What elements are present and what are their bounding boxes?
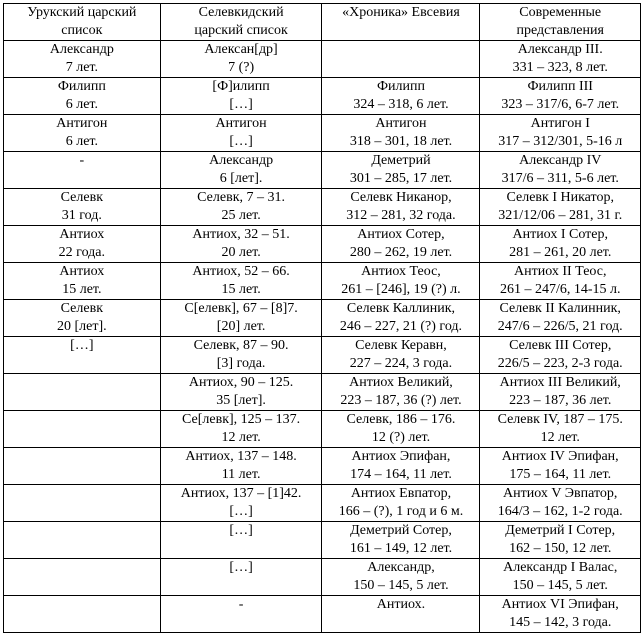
- cell-line: Антиох IV Эпифан,: [501, 449, 619, 464]
- cell-line: Антиох, 32 – 51.: [192, 227, 290, 242]
- table-cell: [4, 522, 161, 559]
- cell-line: [6, 411, 158, 429]
- table-cell: [480, 596, 641, 633]
- cell-line: 223 – 187, 36 лет.: [509, 393, 612, 408]
- cell-line: Се[левк], 125 – 137.: [182, 412, 301, 427]
- cell-line: Александр I Валас,: [503, 560, 618, 575]
- cell-line: 281 – 261, 20 лет.: [509, 245, 612, 260]
- cell-line: 6 лет.: [65, 97, 98, 112]
- table-cell: [480, 300, 641, 337]
- column-header-seleucid-list: [160, 4, 322, 41]
- table-cell: [4, 41, 161, 78]
- table-cell: [4, 596, 161, 633]
- cell-line: 6 лет.: [65, 134, 98, 149]
- cell-line: Селевк Керавн,: [355, 338, 447, 353]
- table-cell: [322, 226, 480, 263]
- cell-line: [6, 614, 158, 632]
- table-cell: [480, 448, 641, 485]
- cell-line: 331 – 323, 8 лет.: [512, 60, 608, 75]
- cell-line: Александр: [209, 153, 274, 168]
- cell-line: 318 – 301, 18 лет.: [349, 134, 453, 149]
- table-cell: [322, 152, 480, 189]
- table-cell: [160, 115, 322, 152]
- table-cell: [160, 559, 322, 596]
- cell-line: Деметрий I Сотер,: [505, 523, 616, 538]
- cell-line: 12 лет.: [540, 430, 580, 445]
- table-cell: [480, 263, 641, 300]
- table-cell: [160, 226, 322, 263]
- cell-line: 321/12/06 – 281, 31 г.: [498, 208, 623, 223]
- cell-line: Селевк: [60, 190, 104, 205]
- table-cell: [322, 115, 480, 152]
- cell-line: 174 – 164, 11 лет.: [350, 467, 452, 482]
- cell-line: 166 – (?), 1 год и 6 м.: [338, 504, 464, 519]
- cell-line: Антиох Теос,: [361, 264, 441, 279]
- cell-line: 20 [лет].: [57, 319, 107, 334]
- cell-line: Антиох Евпатор,: [350, 486, 452, 501]
- cell-line: Антиох V Эвпатор,: [503, 486, 618, 501]
- table-row: [4, 337, 641, 374]
- cell-line: -: [79, 153, 85, 168]
- table-cell: [322, 596, 480, 633]
- cell-line: [Ф]илипп: [212, 79, 270, 94]
- cell-line: Александр III.: [517, 42, 603, 57]
- table-row: [4, 78, 641, 115]
- cell-line: 280 – 262, 19 лет.: [349, 245, 453, 260]
- cell-line: Антиох: [59, 264, 105, 279]
- table-cell: [160, 485, 322, 522]
- header-line: Урукский царский: [27, 5, 137, 20]
- table-cell: [480, 41, 641, 78]
- cell-line: [6, 170, 158, 188]
- cell-line: Селевк II Калинник,: [499, 301, 621, 316]
- table-cell: [160, 374, 322, 411]
- table-row: [4, 226, 641, 263]
- cell-line: 161 – 149, 12 лет.: [349, 541, 453, 556]
- cell-line: Антиох Великий,: [349, 375, 453, 390]
- cell-line: Антиох Сотер,: [357, 227, 445, 242]
- cell-line: Филипп: [57, 79, 106, 94]
- header-line: список: [61, 23, 103, 38]
- table-cell: [4, 189, 161, 226]
- cell-line: [163, 540, 320, 558]
- table-cell: [322, 374, 480, 411]
- table-cell: [480, 152, 641, 189]
- cell-line: [6, 392, 158, 410]
- cell-line: 312 – 281, 32 года.: [346, 208, 456, 223]
- table-cell: [160, 522, 322, 559]
- cell-line: 175 – 164, 11 лет.: [509, 467, 612, 482]
- table-row: [4, 115, 641, 152]
- table-cell: [160, 263, 322, 300]
- cell-line: Антигон: [215, 116, 267, 131]
- cell-line: Александр IV: [519, 153, 602, 168]
- table-row: [4, 596, 641, 633]
- cell-line: 11 лет.: [221, 467, 261, 482]
- table-row: [4, 41, 641, 78]
- column-header-modern-views: [480, 4, 641, 41]
- cell-line: Селевк IV, 187 – 175.: [497, 412, 623, 427]
- cell-line: 261 – 247/6, 14-15 л.: [499, 282, 621, 297]
- table-cell: [160, 300, 322, 337]
- cell-line: Деметрий: [371, 153, 431, 168]
- table-cell: [322, 300, 480, 337]
- cell-line: […]: [70, 338, 94, 353]
- cell-line: […]: [229, 97, 253, 112]
- table-body: [4, 41, 641, 633]
- cell-line: Антиох.: [376, 597, 426, 612]
- cell-line: Селевк Каллиник,: [346, 301, 455, 316]
- cell-line: Селевк Никанор,: [350, 190, 452, 205]
- table-cell: [322, 263, 480, 300]
- cell-line: Антигон: [56, 116, 108, 131]
- table-row: [4, 559, 641, 596]
- table-cell: [4, 226, 161, 263]
- cell-line: Антиох III Великий,: [499, 375, 621, 390]
- table-header: [4, 4, 641, 41]
- cell-line: 323 – 317/6, 6-7 лет.: [501, 97, 620, 112]
- cell-line: Селевк, 7 – 31.: [197, 190, 285, 205]
- cell-line: Алексан[др]: [204, 42, 278, 57]
- cell-line: […]: [229, 523, 253, 538]
- cell-line: Филипп: [376, 79, 425, 94]
- cell-line: [6, 485, 158, 503]
- table-cell: [480, 189, 641, 226]
- cell-line: 150 – 145, 5 лет.: [512, 578, 608, 593]
- table-cell: [322, 411, 480, 448]
- column-header-eusebius-chronicle: [322, 4, 480, 41]
- cell-line: Антиох: [59, 227, 105, 242]
- kings-comparison-table: [3, 3, 641, 633]
- header-line: [324, 22, 477, 40]
- cell-line: 145 – 142, 3 года.: [509, 615, 612, 630]
- cell-line: 317 – 312/301, 5-16 л: [498, 134, 623, 149]
- table-row: [4, 448, 641, 485]
- table-cell: [480, 559, 641, 596]
- cell-line: Селевк III Сотер,: [509, 338, 612, 353]
- header-line: Современные: [519, 5, 602, 20]
- table-row: [4, 522, 641, 559]
- cell-line: Антиох, 90 – 125.: [188, 375, 294, 390]
- cell-line: 247/6 – 226/5, 21 год.: [497, 319, 623, 334]
- table-cell: [4, 300, 161, 337]
- cell-line: С[елевк], 67 – [8]7.: [184, 301, 298, 316]
- cell-line: [3] года.: [216, 356, 266, 371]
- cell-line: [163, 577, 320, 595]
- cell-line: -: [238, 597, 244, 612]
- table-row: [4, 485, 641, 522]
- cell-line: 22 года.: [58, 245, 105, 260]
- header-line: Селевкидский: [198, 5, 284, 20]
- cell-line: Деметрий Сотер,: [350, 523, 452, 538]
- cell-line: [324, 41, 477, 59]
- table-cell: [160, 41, 322, 78]
- cell-line: 324 – 318, 6 лет.: [353, 97, 449, 112]
- table-cell: [160, 596, 322, 633]
- cell-line: Филипп III: [527, 79, 593, 94]
- cell-line: 7 (?): [228, 60, 255, 75]
- cell-line: Антиох, 137 – 148.: [185, 449, 297, 464]
- cell-line: [6, 429, 158, 447]
- table-cell: [322, 559, 480, 596]
- table-cell: [4, 559, 161, 596]
- cell-line: [6, 503, 158, 521]
- cell-line: [6, 355, 158, 373]
- cell-line: 7 лет.: [65, 60, 98, 75]
- table-cell: [160, 189, 322, 226]
- cell-line: 15 лет.: [221, 282, 261, 297]
- cell-line: Селевк, 87 – 90.: [193, 338, 289, 353]
- table-cell: [322, 485, 480, 522]
- cell-line: [6, 596, 158, 614]
- table-cell: [160, 448, 322, 485]
- cell-line: Антигон: [375, 116, 427, 131]
- cell-line: [6, 448, 158, 466]
- table-cell: [480, 411, 641, 448]
- table-cell: [480, 485, 641, 522]
- cell-line: [6, 577, 158, 595]
- cell-line: [6, 466, 158, 484]
- cell-line: 15 лет.: [62, 282, 102, 297]
- cell-line: 12 (?) лет.: [371, 430, 431, 445]
- table-row: [4, 411, 641, 448]
- cell-line: 25 лет.: [221, 208, 261, 223]
- header-row: [4, 4, 641, 41]
- table-row: [4, 300, 641, 337]
- cell-line: Селевк: [60, 301, 104, 316]
- table-cell: [4, 374, 161, 411]
- cell-line: 164/3 – 162, 1-2 года.: [497, 504, 623, 519]
- cell-line: Александр,: [367, 560, 435, 575]
- table-cell: [480, 522, 641, 559]
- cell-line: 6 [лет].: [219, 171, 263, 186]
- cell-line: Антиох VI Эпифан,: [501, 597, 619, 612]
- table-row: [4, 374, 641, 411]
- cell-line: 12 лет.: [221, 430, 261, 445]
- table-cell: [4, 152, 161, 189]
- cell-line: Антиох II Теос,: [513, 264, 607, 279]
- cell-line: 35 [лет].: [216, 393, 266, 408]
- table-row: [4, 189, 641, 226]
- table-cell: [322, 189, 480, 226]
- table-cell: [480, 115, 641, 152]
- cell-line: Селевк, 186 – 176.: [346, 412, 456, 427]
- table-cell: [4, 448, 161, 485]
- cell-line: [324, 614, 477, 632]
- cell-line: [6, 374, 158, 392]
- cell-line: 31 год.: [61, 208, 102, 223]
- cell-line: 246 – 227, 21 (?) год.: [339, 319, 463, 334]
- table-cell: [4, 263, 161, 300]
- table-cell: [4, 485, 161, 522]
- table-cell: [480, 337, 641, 374]
- cell-line: 227 – 224, 3 года.: [349, 356, 453, 371]
- cell-line: [6, 540, 158, 558]
- cell-line: 162 – 150, 12 лет.: [509, 541, 612, 556]
- table-cell: [322, 337, 480, 374]
- table-cell: [4, 115, 161, 152]
- cell-line: [20] лет.: [216, 319, 266, 334]
- cell-line: 223 – 187, 36 (?) лет.: [340, 393, 462, 408]
- table-cell: [322, 448, 480, 485]
- cell-line: Селевк I Никатор,: [506, 190, 614, 205]
- cell-line: [324, 59, 477, 77]
- table-cell: [4, 78, 161, 115]
- table-cell: [322, 41, 480, 78]
- cell-line: Александр: [49, 42, 114, 57]
- cell-line: 226/5 – 223, 2-3 года.: [497, 356, 623, 371]
- table-cell: [160, 152, 322, 189]
- table-cell: [4, 411, 161, 448]
- cell-line: […]: [229, 504, 253, 519]
- table-cell: [160, 411, 322, 448]
- cell-line: Антиох Эпифан,: [351, 449, 451, 464]
- table-cell: [322, 78, 480, 115]
- header-line: царский список: [194, 23, 288, 38]
- header-line: «Хроника» Евсевия: [342, 5, 460, 20]
- table-cell: [480, 374, 641, 411]
- cell-line: […]: [229, 560, 253, 575]
- table-row: [4, 263, 641, 300]
- table-cell: [4, 337, 161, 374]
- table-cell: [160, 78, 322, 115]
- column-header-uruk-list: [4, 4, 161, 41]
- cell-line: 150 – 145, 5 лет.: [353, 578, 449, 593]
- cell-line: [6, 559, 158, 577]
- table-cell: [480, 226, 641, 263]
- cell-line: Антиох I Сотер,: [512, 227, 608, 242]
- cell-line: [163, 614, 320, 632]
- header-line: представления: [516, 23, 604, 38]
- table-row: [4, 152, 641, 189]
- cell-line: [6, 522, 158, 540]
- cell-line: […]: [229, 134, 253, 149]
- table-cell: [480, 78, 641, 115]
- cell-line: Антиох, 137 – [1]42.: [180, 486, 302, 501]
- cell-line: Антигон I: [530, 116, 590, 131]
- cell-line: 20 лет.: [221, 245, 261, 260]
- cell-line: 301 – 285, 17 лет.: [349, 171, 453, 186]
- table-cell: [322, 522, 480, 559]
- table-cell: [160, 337, 322, 374]
- cell-line: Антиох, 52 – 66.: [192, 264, 290, 279]
- cell-line: 261 – [246], 19 (?) л.: [341, 282, 461, 297]
- cell-line: 317/6 – 311, 5-6 лет.: [501, 171, 619, 186]
